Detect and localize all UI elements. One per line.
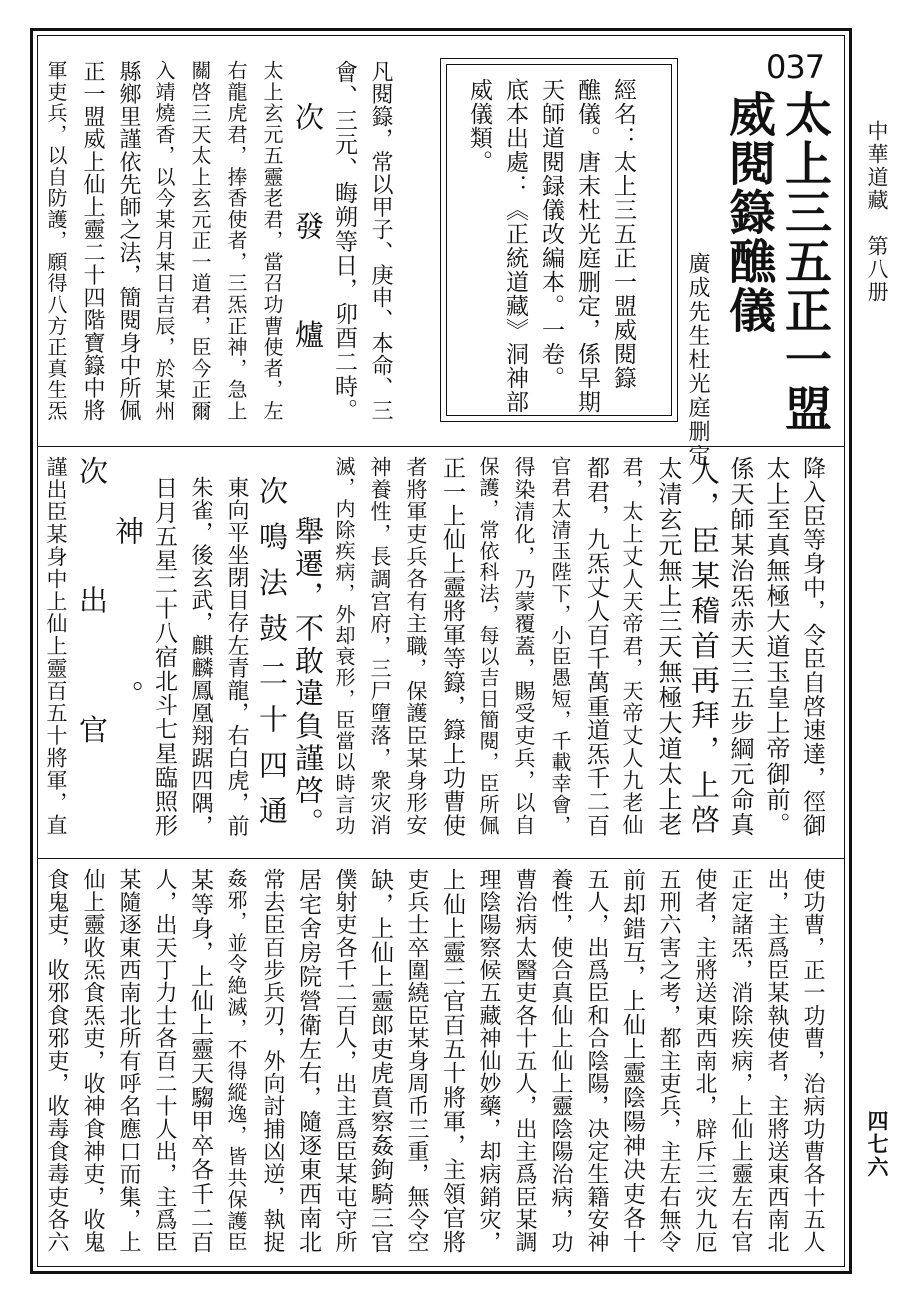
text-column: 係天師某治炁赤天三五步綱元命真	[726, 456, 754, 838]
info-line: 威儀類。	[466, 78, 492, 174]
text-column: 神養性，長調宫府，三尸墮落，衆灾消	[368, 456, 392, 837]
text-column: 降入臣等身中，令臣自啓速達，徑御	[799, 456, 825, 837]
author-line: 廣成先生杜光庭删定	[685, 252, 710, 468]
info-line: 醮儀。唐末杜光庭删定，係早期	[574, 78, 600, 414]
text-column: 吏兵士卒圍繞臣某身周币三重，無令空	[404, 868, 429, 1254]
text-column: 正定諸炁，消除疾病，上仙上靈左右官	[728, 868, 753, 1254]
text-column: 正一盟威上仙上靈二十四階寶籙中將	[80, 60, 105, 422]
text-column: 曹治病太醫吏各十五人，出主爲臣某調	[512, 868, 537, 1254]
text-column: 得染清化，乃蒙覆蓋，賜受吏兵，以自	[512, 456, 536, 837]
info-line: 底本出處：《正統道藏》洞神部	[502, 78, 528, 414]
document-number: 037	[766, 48, 825, 86]
text-column: 太上至真無極大道玉皇上帝御前。	[762, 456, 790, 838]
text-column: 某隨逐東西南北所有呼名應口而集，上	[116, 868, 141, 1254]
text-column: 使者，主將送東西南北，辟斥三灾九厄	[692, 868, 717, 1254]
text-column: 者將軍吏兵各有主職，保護臣某身形安	[404, 456, 428, 837]
text-column: 出，主爲臣某執使者，主將送東西南北	[764, 868, 789, 1254]
text-column: 東向平坐閉目存左青龍，右白虎，前	[224, 476, 249, 837]
document-title: 太上三五正一盟威閱籙醮儀	[721, 90, 832, 433]
text-column: 保護，常依科法，每以吉日簡閱，臣所佩	[476, 456, 500, 836]
text-column: 人，臣某稽首再拜，上啓	[687, 456, 721, 840]
info-line: 天師道閱録儀改編本。一卷。	[538, 78, 564, 390]
text-column: 上仙上靈二官百五十將軍，主領官將	[439, 868, 465, 1254]
text-column: 五刑六害之考，都主吏兵，主左右無令	[656, 868, 681, 1254]
text-column: 日月五星二十八宿北斗七星臨照形	[151, 476, 177, 838]
text-column: 入靖燒香，以今某月某日吉辰，於某州	[152, 60, 176, 422]
text-column: 姦邪，並令絶滅，不得縱逸，皆共保護臣	[224, 868, 248, 1253]
text-column: 僕射吏各千二百人，出主爲臣某屯守所	[332, 868, 357, 1254]
section-heading: 神。	[111, 516, 145, 844]
text-column: 凡閱籙，常以甲子、庚申、本命、三	[368, 60, 393, 422]
text-column: 會、三元、晦朔等日，卯酉二時。	[331, 60, 357, 423]
text-column: 次出官	[75, 456, 109, 844]
text-column: 軍吏兵，以自防護，願得八方正真生炁	[44, 60, 68, 422]
text-column: 縣鄉里謹依先師之法，簡閱身中所佩	[116, 60, 141, 422]
text-column: 某等身，上仙上靈天騶甲卒各千二百	[187, 868, 213, 1254]
text-column: 太清玄元無上三天無極大道太上老	[654, 456, 682, 838]
text-column: 人，出天丁力士各百二十人出，主爲臣	[152, 868, 177, 1254]
text-column: 養性，使合真仙上仙上靈陰陽治病，功	[548, 868, 573, 1254]
text-column: 右龍虎君，捧香使者，三炁正神，急上	[224, 60, 248, 422]
section-heading: 舉遷，不敢違負謹啓。	[291, 516, 325, 840]
text-column: 食鬼吏，收邪食邪吏，收毒食毒吏各六	[44, 868, 69, 1254]
text-column: 謹出臣某身中上仙上靈百五十將軍，直	[44, 456, 68, 837]
text-column: 缺，上仙上靈郎吏虎賁察姦鉤騎三官	[367, 868, 393, 1254]
text-column: 五人，出爲臣和合陰陽，决定生籍安神	[584, 868, 609, 1254]
text-column: 官君太清玉陛下，小臣愚短，千載幸會，	[548, 456, 572, 836]
text-column: 君，太上丈人天帝君，天帝丈人九老仙	[620, 456, 644, 837]
text-column: 使功曹，正一功曹，治病功曹各十五人	[800, 868, 825, 1254]
info-line: 經名：太上三五正一盟威閱籙	[610, 78, 636, 390]
section-heading: 次發爐	[291, 102, 325, 429]
text-column: 居宅舍房院營衛左右，隨逐東西南北	[295, 868, 321, 1254]
text-column: 常去臣百步兵刃，外向討捕凶逆，執捉	[260, 868, 285, 1254]
page-number: 四七六	[865, 1110, 890, 1179]
text-column: 仙上靈收炁食炁吏，收神食神吏，收鬼	[80, 868, 105, 1254]
text-column: 朱雀，後玄武，麒麟鳳凰翔踞四隅，	[188, 476, 213, 837]
text-column: 次鳴法鼓二十四通	[255, 476, 289, 841]
text-column: 都君，九炁丈人百千萬重道炁千二百	[583, 456, 609, 837]
text-column: 正一上仙上靈將軍等籙，籙上功曹使	[439, 456, 465, 837]
text-column: 理陰陽察候五藏神仙妙藥，却病銷灾，	[476, 868, 501, 1254]
text-column: 關啓三天太上玄元正一道君，臣今正爾	[188, 60, 212, 422]
collection-title: 中華道藏 第八册	[865, 120, 889, 304]
text-column: 前却錯互，上仙上靈陰陽神决吏各十	[619, 868, 645, 1254]
text-column: 滅，内除疾病，外却衰形，臣當以時言功	[332, 456, 356, 836]
text-column: 太上玄元五靈老君，當召功曹使者，左	[260, 60, 284, 422]
